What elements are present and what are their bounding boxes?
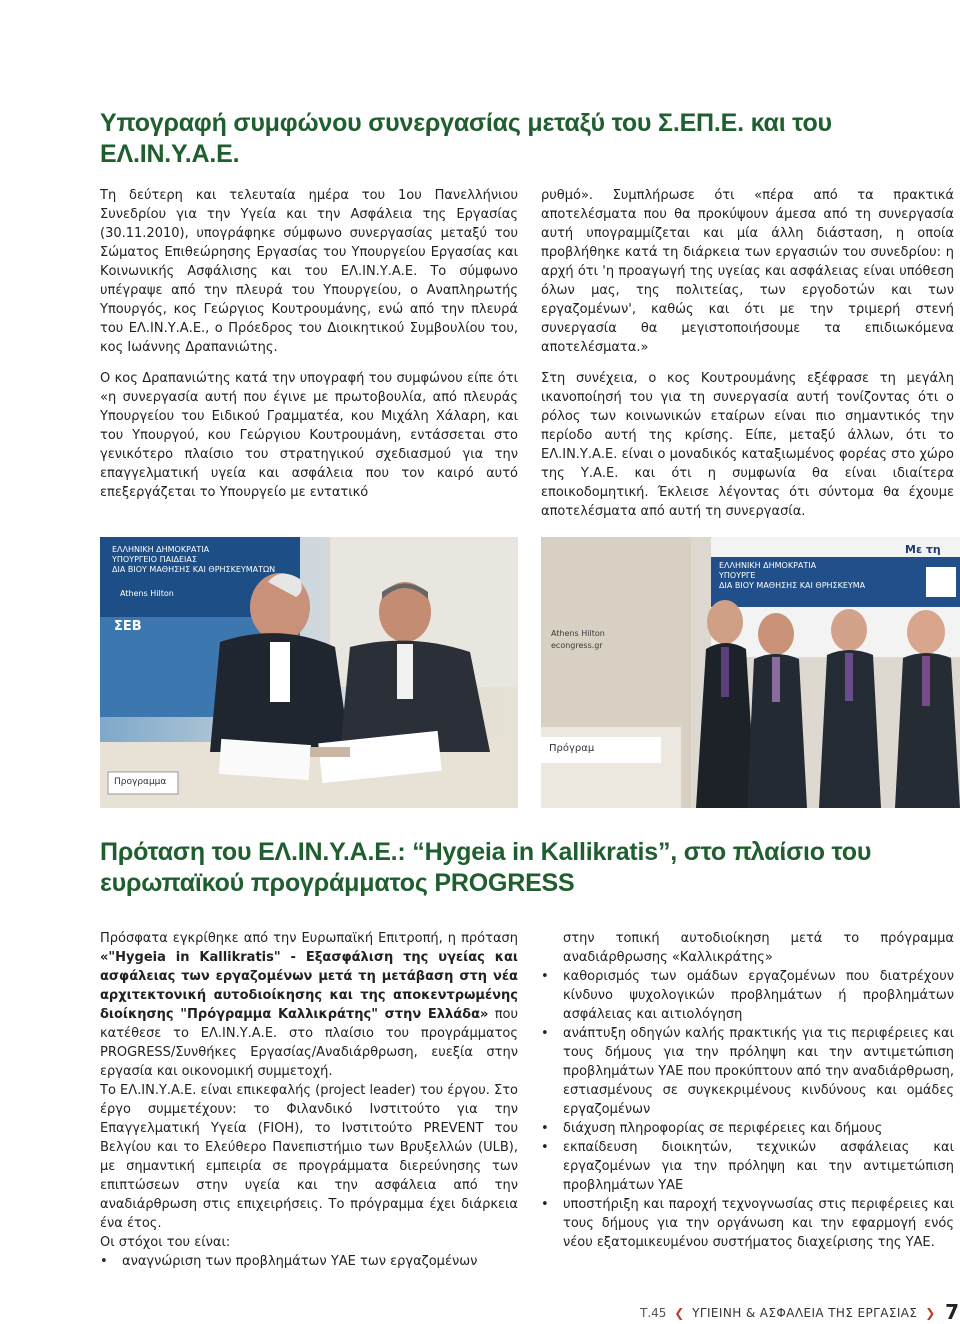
photo-signing-hotel: Athens Hilton [120,589,174,598]
article1-paragraph-4: Στη συνέχεια, ο κος Κουτρουμάνης εξέφρασε τη μεγάλη ικανοποίησή του για τη συνεργασία αυτή τονίζοντας ότι ο ρόλος των κοινωνικών εταίρων είναι πιο σημαντικός την περίοδο αυτή της κρίσης. Είπε, μεταξύ άλλων, ότι το ΕΛ.ΙΝ.Υ.Α.Ε. είναι ο μοναδικός καταξιωμένος φορέας στο χώρο της Υ.Α.Ε. και ότι η συμφωνία θα είναι ιδιαίτερα εποικοδομητική. Έκλεισε λέγοντας ότι σύντομα θα έχουμε αποτελέσματα από αυτή τη συνεργασία. [541,371,954,519]
photo-signing-banner [112,545,302,575]
photo-group-banner [719,561,929,591]
article1-paragraph-3: ρυθμό». Συμπλήρωσε ότι «πέρα από τα πρακτικά αποτελέσματα που θα προκύψουν άμεσα από τη συνεργασία αυτή υπογραμμίζεται και μία άλλη διάσταση, η οποία προβλήθηκε κατά τη διάρκεια των εργασιών του συνεδρίου: η αρχή ότι 'η προαγωγή της υγείας και ασφάλειας είναι υπόθεση όλων μας, της πολιτείας, των εργοδοτών και των εργαζομένων', καθώς και ότι με την τριμερή στενή συνεργασία θα μεγιστοποιήσουμε τα επιδιωκόμενα αποτελέσματα.» [541,188,954,355]
photo-signing-illustration [100,537,518,808]
goal-item: • διάχυση πληροφορίας σε περιφέρειες και δήμους [541,1119,954,1138]
issue-number: Τ.45 [640,1306,667,1320]
article2-p1-bold: «"Hygeia in Kallikratis" - Εξασφάλιση της υγείας και ασφάλειας των εργαζομένων μετά τη μετάβαση στη νέα αρχιτεκτονική αυτοδιοίκησης και της αποκεντρωμένης διοίκησης "Πρόγραμμα Καλλικράτης" στην Ελλάδα» [100,950,518,1022]
chevron-right-icon: ❯ [925,1306,936,1320]
goals-list-left [100,1252,518,1271]
article1-column-right [541,186,954,533]
goal-item: • ανάπτυξη οδηγών καλής πρακτικής για τις περιφέρειες και τους δήμους για την πρόληψη και την αντιμετώπιση προβλημάτων ΥΑΕ που προκύπτουν από την αναδιάρθρωση, εστιασμένους σε συγκεκριμένους κινδύνους και ομάδες εργαζομένων [541,1024,954,1119]
seb-logo: ΣΕΒ [114,619,142,634]
photo-group [541,537,960,808]
article2-column-right [541,929,954,1252]
goal-item: • υποστήριξη και παροχή τεχνογνωσίας στις περιφέρειες και τους δήμους για την οργάνωση και την εφαρμογή ενός νέου εξατομικευμένου συστήματος διαχείρισης της ΥΑΕ. [541,1195,954,1252]
banner-line-2: ΥΠΟΥΡΓΕΙΟ ΠΑΙΔΕΙΑΣ [112,555,197,564]
banner-line-3: ΔΙΑ ΒΙΟΥ ΜΑΘΗΣΗΣ ΚΑΙ ΘΡΗΣΚΕΥΜΑ [719,581,866,590]
magazine-name: ΥΓΙΕΙΝΗ & ΑΣΦΑΛΕΙΑ ΤΗΣ ΕΡΓΑΣΙΑΣ [692,1306,918,1320]
goal-item: • καθορισμός των ομάδων εργαζομένων που διατρέχουν κίνδυνο ψυχολογικών προβλημάτων ή προβλημάτων ασφάλειας και αιτιολόγηση [541,967,954,1024]
article1-column-left [100,186,518,514]
chevron-left-icon: ❮ [674,1306,685,1320]
goals-list-right [541,967,954,1252]
article1-paragraph-1: Τη δεύτερη και τελευταία ημέρα του 1ου Πανελλήνιου Συνεδρίου για την Υγεία και την Ασφάλεια της Εργασίας (30.11.2010), υπογράφηκε σύμφωνο συνεργασίας μεταξύ του Σώματος Επιθεώρησης Εργασίας του Υπουργείου Εργασίας και Κοινωνικής Ασφάλισης και του ΕΛ.ΙΝ.Υ.Α.Ε. Το σύμφωνο υπέγραψε από την πλευρά του Υπουργείου, ο Αναπληρωτής Υπουργός, κος Γεώργιος Κουτρουμάνης, ενώ από την πλευρά του ΕΛ.ΙΝ.Υ.Α.Ε., ο Πρόεδρος του Διοικητικού Συμβουλίου του, κος Ιωάννης Δραπανιώτης. [100,188,518,355]
photo-group-sign: Πρόγραμ [549,743,595,754]
article2-p1-lead: Πρόσφατα εγκρίθηκε από την Ευρωπαϊκή Επιτροπή, η πρόταση [100,931,518,946]
photo-signing [100,537,518,808]
article1-paragraph-2: Ο κος Δραπανιώτης κατά την υπογραφή του συμφώνου είπε ότι «η συνεργασία αυτή που έγινε με πρωτοβουλία, από πλευράς Υπουργείου του Ειδικού Γραμματέα, κου Μιχάλη Χάλαρη, και του Υπουργού, κου Γεώργιου Κουτρουμάνη, εντάσσεται στο γενικότερο πλαίσιο του στρατηγικού σχεδιασμού για την επαγγελματική υγεία και ασφάλεια που τον καιρό αυτό επεξεργάζεται το Υπουργείο με εντατικό [100,371,518,500]
banner-line-1: ΕΛΛΗΝΙΚΗ ΔΗΜΟΚΡΑΤΙΑ [719,561,817,570]
article2-paragraph-3: Οι στόχοι του είναι: [100,1235,231,1250]
article2-paragraph-2: Το ΕΛ.ΙΝ.Υ.Α.Ε. είναι επικεφαλής (project leader) του έργου. Στο έργο συμμετέχουν: το Φιλανδικό Ινστιτούτο για την Επαγγελματική Υγεία (FIOH), το Ινστιτούτο PREVENT του Βελγίου και το Ελεύθερο Πανεπιστήμιο των Βρυξελλών (ULB), με σημαντική εμπειρία σε προγράμματα διερεύνησης των επιπτώσεων στην υγεία και την ασφάλεια από την αναδιάρθρωση στις επιχειρήσεις. Το πρόγραμμα έχει διάρκεια ένα έτος. [100,1083,518,1231]
goal-item-continued: στην τοπική αυτοδιοίκηση μετά το πρόγραμμα αναδιάρθρωσης «Καλλικράτης» [563,931,954,965]
banner-line-2: ΥΠΟΥΡΓΕ [719,571,756,580]
article1-title: Υπογραφή συμφώνου συνεργασίας μεταξύ του Σ.ΕΠ.Ε. και του ΕΛ.ΙΝ.Υ.Α.Ε. [100,109,832,168]
banner-line-1: ΕΛΛΗΝΙΚΗ ΔΗΜΟΚΡΑΤΙΑ [112,545,210,554]
page-footer [640,1300,960,1324]
photo-group-banner-top: Με τη [905,543,941,556]
article2-p1-tail: που κατέθεσε το ΕΛ.ΙΝ.Υ.Α.Ε. στο πλαίσιο του προγράμματος PROGRESS/Συνθήκες Εργασίας/Αναδιάρθρωση, ευεξία στην εργασία και οικονομική συμμετοχή. [100,1007,518,1079]
goal-item: • εκπαίδευση διοικητών, τεχνικών ασφάλειας και εργαζομένων για την πρόληψη και την αντιμετώπιση προβλημάτων ΥΑΕ [541,1138,954,1195]
article2-title: Πρόταση του ΕΛ.ΙΝ.Υ.Α.Ε.: “Hygeia in Kallikratis”, στο πλαίσιο του ευρωπαϊκού προγράμματος PROGRESS [100,838,872,897]
photo-group-web: econgress.gr [551,641,603,650]
photo-signing-sign: Προγραμμα [114,777,167,787]
banner-line-3: ΔΙΑ ΒΙΟΥ ΜΑΘΗΣΗΣ ΚΑΙ ΘΡΗΣΚΕΥΜΑΤΩΝ [112,565,276,574]
article2-paragraph-1 [100,929,518,1081]
photo-group-hotel: Athens Hilton [551,629,605,638]
goal-item: • αναγνώριση των προβλημάτων ΥΑΕ των εργαζομένων [100,1252,518,1271]
page-number: 7 [945,1300,960,1324]
article2-column-left [100,929,518,1271]
